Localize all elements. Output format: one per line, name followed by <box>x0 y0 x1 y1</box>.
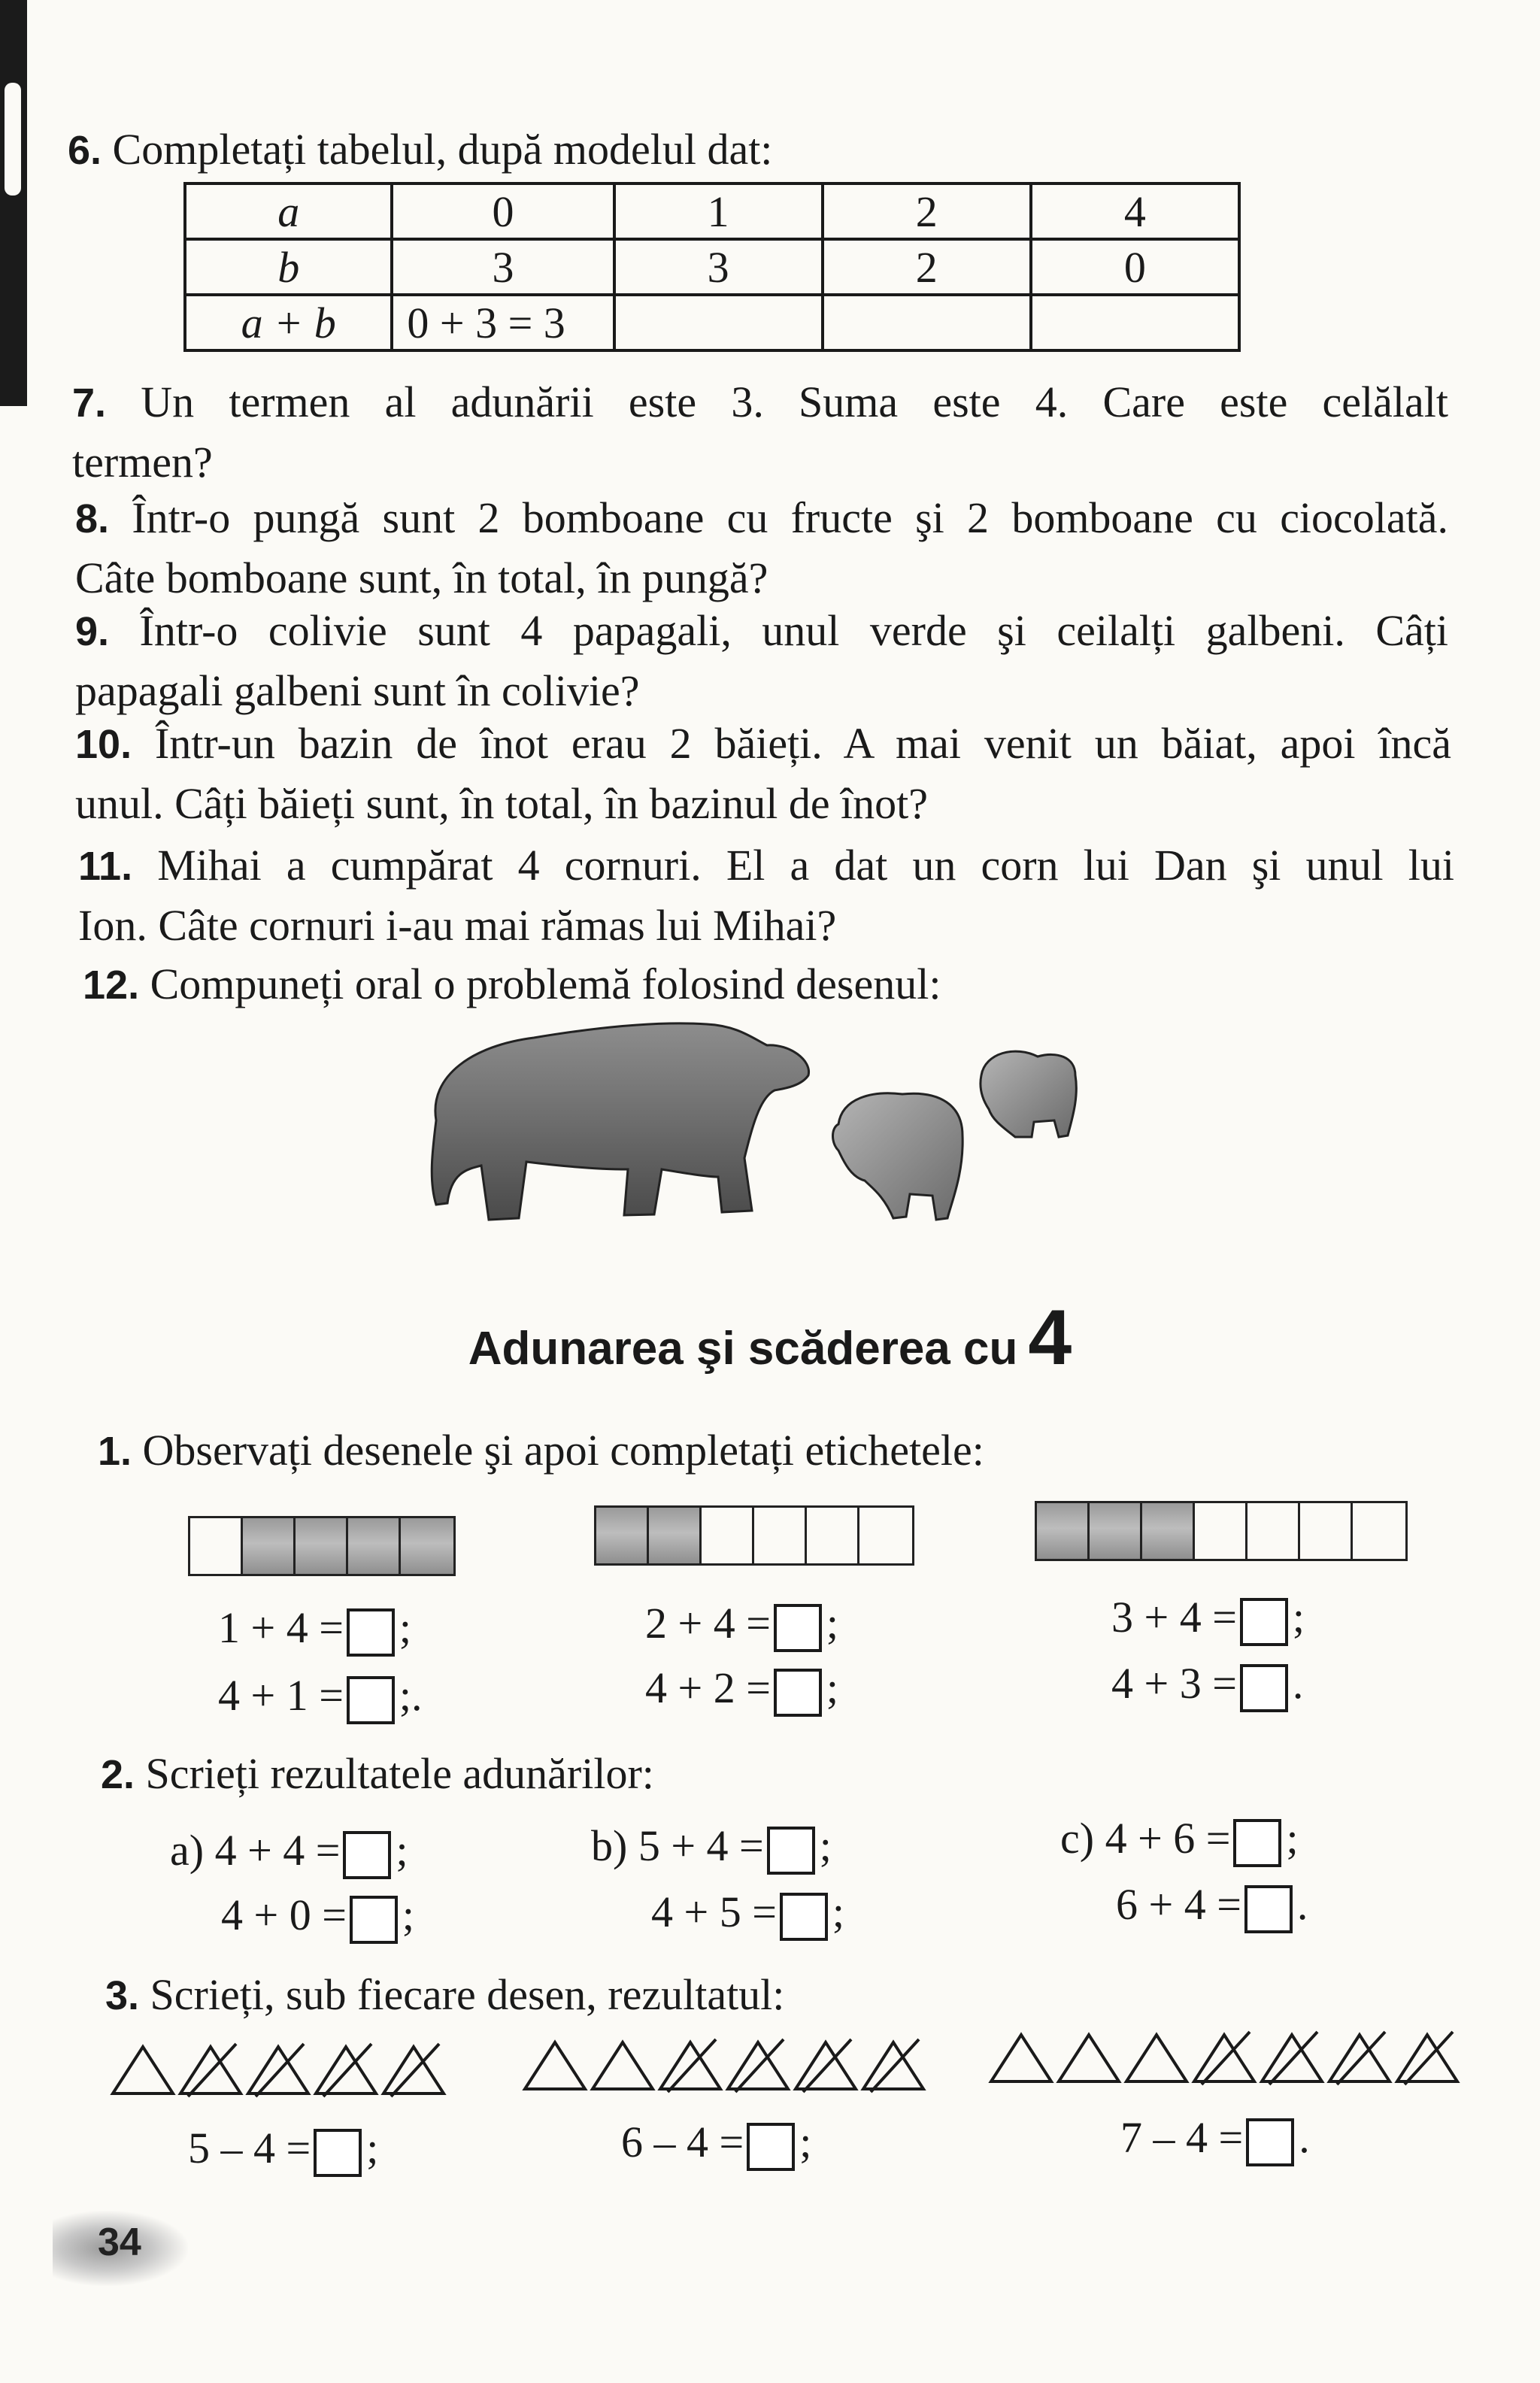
crossed-triangle-icon <box>860 2038 926 2093</box>
table-cell: 4 <box>1031 183 1239 239</box>
lesson-title-number: 4 <box>1028 1294 1072 1381</box>
answer-box[interactable] <box>347 1608 395 1657</box>
exercise-8-line1 <box>75 489 1448 548</box>
triangle-icon <box>1056 2030 1122 2086</box>
exercise-8-line2: Câte bomboane sunt, în total, în pungă? <box>75 553 768 602</box>
equation <box>1120 2109 1310 2167</box>
equation-punct: ; <box>832 1887 845 1936</box>
exercise-text: Într-o colivie sunt 4 papagali, unul verde şi ceilalți galbeni. Câți <box>139 606 1448 655</box>
shaded-square <box>649 1508 702 1563</box>
crossed-triangle-icon <box>657 2038 723 2093</box>
equation <box>1111 1654 1303 1713</box>
crossed-triangle-icon <box>245 2042 311 2098</box>
table-cell: 2 <box>823 239 1031 295</box>
answer-box[interactable] <box>780 1893 828 1941</box>
exercise-11-line2: Ion. Câte cornuri i-au mai rămas lui Mihai? <box>78 901 837 950</box>
equation-punct: ; <box>826 1599 839 1648</box>
crossed-triangle-icon <box>380 2042 447 2098</box>
empty-square <box>807 1508 859 1563</box>
answer-box[interactable] <box>747 2123 795 2171</box>
crossed-triangle-icon <box>1259 2030 1325 2086</box>
exercise-text: Într-un bazin de înot erau 2 băieți. A mai venit un băiat, apoi încă <box>154 719 1451 768</box>
equation <box>645 1594 838 1653</box>
shaded-square <box>596 1508 649 1563</box>
item-label: b) <box>591 1821 628 1870</box>
crossed-triangle-icon <box>725 2038 791 2093</box>
exercise-12-heading <box>83 955 941 1014</box>
answer-box[interactable] <box>1246 2118 1294 2166</box>
exercise-10-line2: unul. Câți băieți sunt, în total, în bazinul de înot? <box>75 779 929 828</box>
table-cell: 1 <box>614 183 823 239</box>
empty-square <box>1353 1503 1405 1559</box>
lesson-exercise-1-heading <box>98 1421 984 1481</box>
exercise-number: 11. <box>78 844 133 889</box>
small-bear-sitting-icon <box>981 1051 1076 1137</box>
binding-notch <box>5 83 21 196</box>
answer-cell[interactable] <box>614 295 823 350</box>
equation-punct: ; <box>819 1821 832 1870</box>
equation-punct: ; <box>1286 1814 1299 1863</box>
equation-text: 2 + 4 = <box>645 1599 771 1648</box>
empty-square <box>1195 1503 1247 1559</box>
answer-box[interactable] <box>314 2129 362 2177</box>
shaded-square <box>296 1518 348 1574</box>
exercise-10-line1 <box>75 714 1451 774</box>
exercise-text: Într-o pungă sunt 2 bomboane cu fructe şi 2 bomboane cu ciocolată. <box>132 493 1449 542</box>
equation-punct: . <box>1296 1880 1308 1929</box>
shaded-square <box>243 1518 296 1574</box>
lesson-exercise-2-heading <box>101 1745 654 1804</box>
equation-punct: ; <box>799 2118 812 2166</box>
page-number: 34 <box>98 2221 141 2264</box>
table-row <box>185 183 1239 239</box>
exercise-number: 10. <box>75 722 132 767</box>
equation-text: 6 – 4 = <box>621 2118 744 2166</box>
triangle-icon <box>988 2030 1054 2086</box>
small-bear-front-icon <box>833 1093 963 1220</box>
equation-text: 1 + 4 = <box>218 1603 344 1652</box>
exercise-text: Completați tabelul, după modelul dat: <box>112 125 773 174</box>
lesson-title <box>0 1293 1540 1383</box>
exercise-11-line1 <box>78 836 1454 896</box>
equation-punct: ; <box>399 1603 412 1652</box>
answer-box[interactable] <box>774 1669 822 1717</box>
triangle-outline <box>593 2042 653 2089</box>
equation <box>1060 1809 1299 1868</box>
equation-text: 4 + 1 = <box>218 1671 344 1720</box>
equation-punct: ; <box>826 1663 839 1712</box>
equation-punct: ; <box>366 2124 379 2172</box>
equation-text: 4 + 2 = <box>645 1663 771 1712</box>
equation <box>621 2113 811 2172</box>
table-row <box>185 239 1239 295</box>
equation-text: 5 – 4 = <box>188 2124 311 2172</box>
empty-square <box>1247 1503 1300 1559</box>
shaded-square <box>1142 1503 1195 1559</box>
equation-punct: ;. <box>399 1671 423 1720</box>
table-cell: 3 <box>392 239 614 295</box>
item-label: c) <box>1060 1814 1095 1863</box>
equation <box>1116 1875 1308 1934</box>
equation <box>1111 1588 1305 1647</box>
exercise-6-heading <box>68 120 772 180</box>
exercise-text: Scrieți rezultatele adunărilor: <box>145 1749 654 1798</box>
empty-square <box>1300 1503 1353 1559</box>
lesson-exercise-3-heading <box>105 1966 784 2025</box>
equation-text: 4 + 5 = <box>651 1887 777 1936</box>
equation-text: 4 + 6 = <box>1105 1814 1231 1863</box>
answer-box[interactable] <box>347 1676 395 1724</box>
exercise-text: Mihai a cumpărat 4 cornuri. El a dat un corn lui Dan şi unul lui <box>157 841 1454 890</box>
exercise-text: Observați desenele şi apoi completați etichetele: <box>142 1426 984 1475</box>
page-number-badge <box>53 2211 188 2286</box>
counting-strip-3 <box>1035 1501 1408 1561</box>
equation-text: 4 + 0 = <box>221 1890 347 1939</box>
equation-text: 6 + 4 = <box>1116 1880 1241 1929</box>
bears-illustration <box>421 1015 1098 1241</box>
triangle-icon <box>1123 2030 1190 2086</box>
exercise-number: 8. <box>75 496 110 541</box>
answer-box[interactable] <box>1244 1885 1293 1933</box>
empty-square <box>702 1508 754 1563</box>
exercise-number: 2. <box>101 1752 135 1797</box>
equation-punct: ; <box>402 1890 415 1939</box>
table-cell-example: 0 + 3 = 3 <box>392 295 614 350</box>
answer-cell[interactable] <box>823 295 1031 350</box>
answer-box[interactable] <box>350 1896 398 1944</box>
exercise-text: Compuneți oral o problemă folosind desenul: <box>150 960 941 1008</box>
table-cell: 0 <box>1031 239 1239 295</box>
answer-box[interactable] <box>1233 1819 1281 1867</box>
equation-text: 7 – 4 = <box>1120 2113 1244 2162</box>
large-bear-icon <box>432 1023 808 1220</box>
exercise-7-line2: termen? <box>72 438 213 487</box>
equation <box>218 1599 411 1657</box>
item-label: a) <box>170 1826 205 1875</box>
shaded-square <box>401 1518 453 1574</box>
answer-cell[interactable] <box>1031 295 1239 350</box>
exercise-number: 1. <box>98 1429 132 1474</box>
equation-punct: ; <box>396 1826 408 1875</box>
table-cell: 0 <box>392 183 614 239</box>
equation <box>221 1886 414 1945</box>
answer-box[interactable] <box>774 1604 822 1652</box>
exercise-number: 7. <box>72 380 107 426</box>
triangle-icon <box>110 2042 176 2098</box>
empty-square <box>859 1508 912 1563</box>
lesson-title-text: Adunarea şi scăderea cu <box>468 1323 1018 1375</box>
crossed-triangle-icon <box>313 2042 379 2098</box>
equation-punct: ; <box>1292 1593 1305 1642</box>
table-row <box>185 295 1239 350</box>
exercise-number: 9. <box>75 609 110 654</box>
equation-text: 4 + 3 = <box>1111 1659 1237 1708</box>
counting-strip-1 <box>188 1516 456 1576</box>
shaded-square <box>1037 1503 1090 1559</box>
equation <box>188 2119 378 2178</box>
equation-text: 4 + 4 = <box>214 1826 341 1875</box>
triangle-icon <box>590 2038 656 2093</box>
exercise-text: Un termen al adunării este 3. Suma este 4. Care este celălalt <box>141 377 1448 426</box>
crossed-triangle-icon <box>1326 2030 1393 2086</box>
table-cell: 3 <box>614 239 823 295</box>
exercise-7-line1 <box>72 373 1448 432</box>
empty-square <box>754 1508 807 1563</box>
triangle-outline <box>1126 2035 1187 2081</box>
equation <box>591 1817 832 1875</box>
triangle-outline <box>1059 2035 1119 2081</box>
shaded-square <box>348 1518 401 1574</box>
row-header: a + b <box>185 295 392 350</box>
counting-strip-2 <box>594 1505 914 1566</box>
equation-text: 5 + 4 = <box>638 1821 764 1870</box>
equation <box>170 1821 408 1880</box>
triangle-outline <box>113 2047 173 2093</box>
exercise-number: 3. <box>105 1973 140 2018</box>
row-header: b <box>185 239 392 295</box>
empty-square <box>190 1518 243 1574</box>
answer-box[interactable] <box>343 1831 391 1879</box>
row-header: a <box>185 183 392 239</box>
equation <box>645 1659 838 1718</box>
triangle-outline <box>525 2042 585 2089</box>
answer-box[interactable] <box>767 1827 815 1875</box>
addition-table <box>183 182 1241 352</box>
equation-punct: . <box>1299 2113 1310 2162</box>
crossed-triangle-icon <box>1191 2030 1257 2086</box>
triangle-icon <box>522 2038 588 2093</box>
crossed-triangle-icon <box>1394 2030 1460 2086</box>
exercise-text: Scrieți, sub fiecare desen, rezultatul: <box>150 1970 785 2019</box>
shaded-square <box>1090 1503 1142 1559</box>
equation-text: 3 + 4 = <box>1111 1593 1237 1642</box>
exercise-number: 6. <box>68 128 102 173</box>
triangle-outline <box>991 2035 1051 2081</box>
equation <box>651 1883 844 1942</box>
equation <box>218 1666 423 1725</box>
page-binding-edge <box>0 0 27 406</box>
equation-punct: . <box>1292 1659 1304 1708</box>
answer-box[interactable] <box>1240 1598 1288 1646</box>
exercise-9-line2: papagali galbeni sunt în colivie? <box>75 666 640 715</box>
crossed-triangle-icon <box>177 2042 244 2098</box>
exercise-number: 12. <box>83 963 140 1008</box>
exercise-9-line1 <box>75 602 1448 661</box>
table-cell: 2 <box>823 183 1031 239</box>
crossed-triangle-icon <box>793 2038 859 2093</box>
answer-box[interactable] <box>1240 1664 1288 1712</box>
